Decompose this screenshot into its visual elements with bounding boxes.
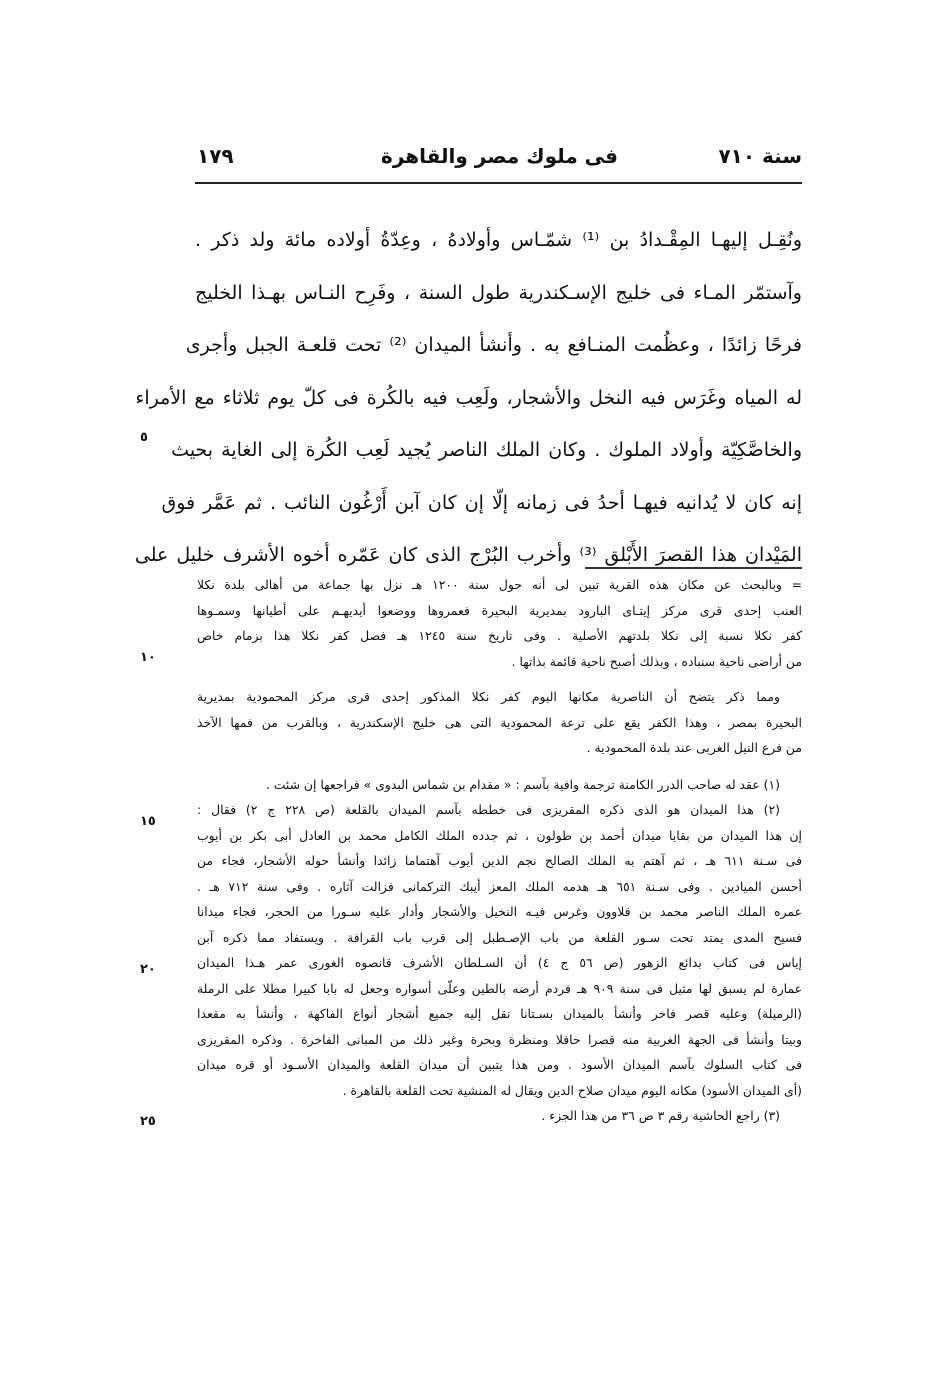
footnote-rule xyxy=(585,567,802,569)
text-line: وآستمّر المـاء فى خليج الإسـكندرية طول السنة ، وفَرِح النـاس بهـذا الخليج xyxy=(195,281,802,304)
main-text xyxy=(134,222,802,590)
line-number-5: ٥ xyxy=(140,430,148,445)
footnote-line: إياس فى كتاب بدائع الزهور (ص ٥٦ ج ٤) أن السـلطان الأشرف قانصوه الغورى عمر هـذا الميدان xyxy=(197,955,802,970)
line-number-25: ٢٥ xyxy=(140,1114,156,1129)
footnotes xyxy=(197,572,802,1129)
header-year: سنة ٧١٠ xyxy=(718,144,802,168)
footnote-line: البحيرة بمصر ، وهذا الكفر يقع على ترعة المحمودية التى هى خليج الإسكندرية ، وبالقرب من فمها الآخذ xyxy=(197,714,802,730)
footnote-line: فسيح المدى يمتد تحت سـور القلعة من باب الإصـطبل إلى قرب باب القرافة . ويستفاد مما ذكره آبن xyxy=(197,929,802,945)
line-number-10: ١٠ xyxy=(140,650,156,665)
header-rule xyxy=(195,182,802,184)
text-line: المَيْدان هذا القصرَ الأَبْلق ⁽³⁾ وأخرب البُرْج الذى كان عَمّره أخوه الأشرف خليل على xyxy=(134,544,802,566)
line-number-15: ١٥ xyxy=(140,814,156,829)
footnote-1: (١) عقد له صاحب الدرر الكامنة ترجمة وافية بآسم : « مقدام بن شماس البدوى » فراجعها إن شئت . xyxy=(265,776,780,792)
footnote-2: (٢) هذا الميدان هو الذى ذكره المقريزى فى خططه بآسم الميدان بالقلعة (ص ٢٢٨ ج ٢) فقال : xyxy=(197,802,780,817)
text-line: له المياه وغَرَس فيه النخل والأشجار، ولَعِب فيه بالكُرة فى كلّ يوم ثلاثاء مع الأمراء xyxy=(135,386,802,409)
footnote-line: من فرع النيل الغربى عند بلدة المحمودية . xyxy=(586,740,802,755)
footnote-line: إن هذا الميدان من بقايا ميدان أحمد بن طولون ، ثم جدده الملك الكامل محمد بن العادل أبى بكر بن أيوب xyxy=(197,827,802,843)
footnote-line: عمارة لم يسبق لها مثيل فى سنة ٩٠٩ هـ فردم أرضه بالطين وعلّى أسواره وجعل له بابا كبيرا مطلا على الرملة xyxy=(197,980,803,996)
text-line: فرحًا زائدًا ، وعظُمت المنـافع به . وأنشأ الميدان ⁽²⁾ تحت قلعـة الجبل وأجرى xyxy=(185,334,802,356)
footnote-line: = وبالبحث عن مكان هذه القرية تبين لى أنه حول سنة ١٢٠٠ هـ نزل بها جماعة من أهالى بلدة نكلا xyxy=(197,577,802,592)
footnote-line: (أى الميدان الأسود) مكانه اليوم ميدان صلاح الدين ويقال له المنشية تحت القلعة بالقاهرة . xyxy=(342,1082,802,1098)
footnote-3: (٣) راجع الحاشية رقم ٣ ص ٣٦ من هذا الجزء . xyxy=(541,1108,780,1123)
footnote-line: كفر نكلا نسبة إلى نكلا بلدتهم الأصلية . وفى تاريخ سنة ١٢٤٥ هـ فصل كفر نكلا هذا بزمام خاص xyxy=(197,628,802,643)
header-title: فى ملوك مصر والقاهرة xyxy=(381,144,618,168)
footnote-line: أحسن الميادين . وفى سـنة ٦٥١ هـ هدمه الملك المعز أيبك التركمانى فزالت آثاره . وفى سنة ٧١٢ هـ . xyxy=(197,878,802,894)
footnote-line: عمره الملك الناصر محمد بن قلاوون وغرس فيـه النخيل والأشجار وأدار عليه سـورا من الحجر، فجاء ميدانا xyxy=(197,904,802,919)
footnote-line: العنب إحدى قرى مركز إيتـاى البارود بمديرية البحيرة فعمروها ووضعوا أيديهـم على أطيانها وسمـوها xyxy=(197,602,802,618)
running-header xyxy=(197,144,802,174)
line-number-20: ٢٠ xyxy=(140,962,156,977)
text-line: إنه كان لا يُدانيه فيهـا أحدُ فى زمانه إلّا إن كان آبن أَرْغُون النائب . ثم عَمَّر فوق xyxy=(161,491,802,514)
footnote-line: وبيتا وأنشأ فى الجهة الغربية منه قصرا حافلا ومنظرة وبحرة وغير ذلك من المبانى الفاخرة . وذكره المقريزى xyxy=(197,1031,802,1047)
text-line: ونُقِـل إليهـا المِقْـدادُ بن ⁽¹⁾ شمّـاس وأولادهُ ، وعِدّةُ أولاده مائة ولد ذكر . xyxy=(195,229,802,251)
page-number: ١٧٩ xyxy=(197,144,234,168)
footnote-line: فى سـنة ٦١١ هـ ، ثم آهتم به الملك الصالح نجم الدين أيوب آهتماما زائدا وأنشأ حوله الأشجار، فجاء من xyxy=(197,853,802,868)
text-line: والخاصَّكِيّة وأولاد الملوك . وكان الملك الناصر يُجيد لَعِب الكُرة إلى الغاية بحيث xyxy=(171,439,802,461)
footnote-line: فى كتاب السلوك بآسم الميدان الأسود . ومن هذا يتبين أن ميدان القلعة والميدان الأسـود أو قره ميدان xyxy=(197,1057,802,1072)
footnote-line: ومما ذكر يتضح أن الناصرية مكانها اليوم كفر نكلا المذكور إحدى قرى مركز المحمودية بمديرية xyxy=(197,689,780,704)
footnote-line: من أراضى ناحية سنباده ، وبذلك أصبح ناحية قائمة بذاتها . xyxy=(511,653,802,669)
footnote-line: (الرميلة) وعليه قصر فاخر وأنشأ بالميدان بسـتانا نقل إليه جميع أشجار أنواع الفاكهة ، وأنشأ به مقعدا xyxy=(197,1006,802,1021)
